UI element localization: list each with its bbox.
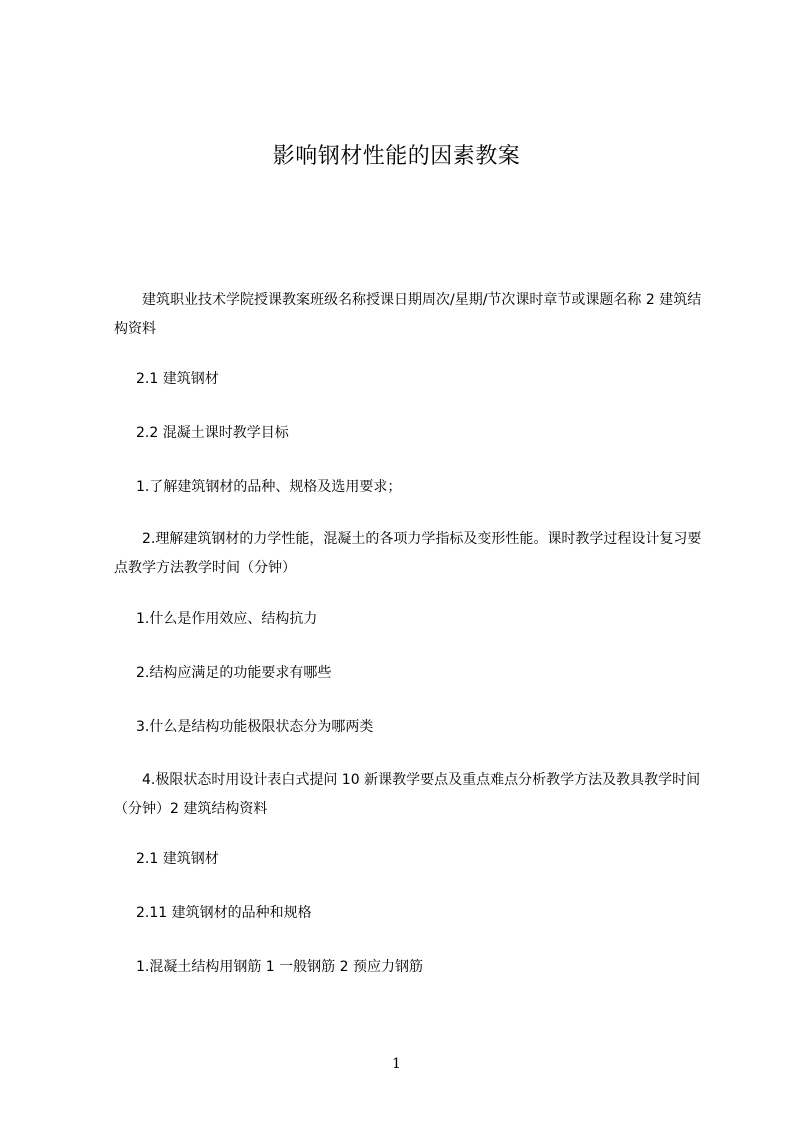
page-number: 1 [392, 1056, 401, 1072]
document-title: 影响钢材性能的因素教案 [272, 144, 521, 169]
paragraph-section-2-11: 2.11 建筑钢材的品种和规格 [136, 905, 312, 921]
paragraph-review-1: 1.什么是作用效应、结构抗力 [136, 611, 318, 627]
paragraph-intro: 建筑职业技术学院授课教案班级名称授课日期周次/星期/节次课时章节或课题名称 2 建筑结构资料 [114, 292, 702, 337]
paragraph-rebar-types: 1.混凝土结构用钢筋 1 一般钢筋 2 预应力钢筋 [136, 959, 423, 975]
paragraph-section-2-2: 2.2 混凝土课时教学目标 [136, 425, 289, 441]
paragraph-section-2-1: 2.1 建筑钢材 [136, 371, 219, 387]
paragraph-objective-2: 2.理解建筑钢材的力学性能，混凝土的各项力学指标及变形性能。课时教学过程设计复习要点教学方法教学时间（分钟） [114, 531, 702, 576]
paragraph-objective-1: 1.了解建筑钢材的品种、规格及选用要求； [136, 479, 402, 495]
paragraph-review-3: 3.什么是结构功能极限状态分为哪两类 [136, 719, 374, 735]
paragraph-review-2: 2.结构应满足的功能要求有哪些 [136, 665, 332, 681]
paragraph-review-4: 4.极限状态时用设计表白式提问 10 新课教学要点及重点难点分析教学方法及教具教学时间（分钟）2 建筑结构资料 [114, 772, 701, 817]
paragraph-section-2-1-repeat: 2.1 建筑钢材 [136, 851, 219, 867]
